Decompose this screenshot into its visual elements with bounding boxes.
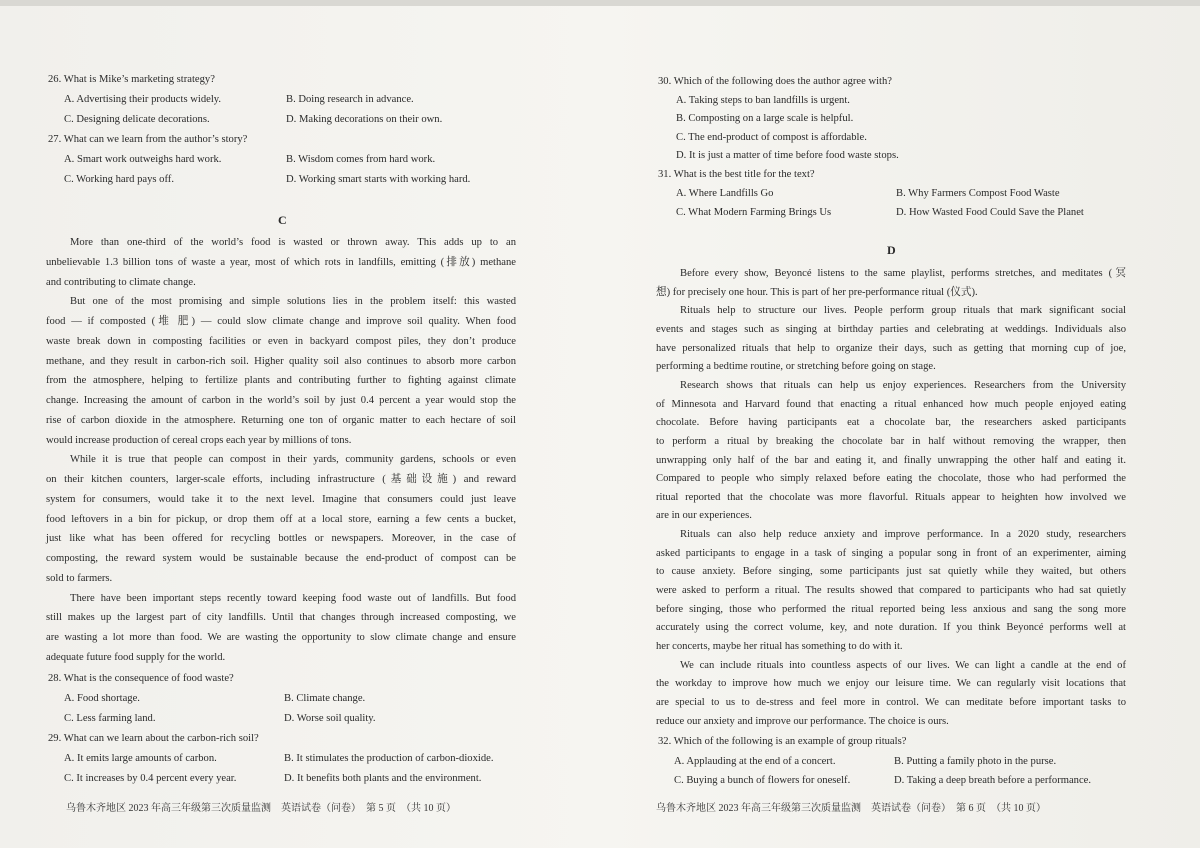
passage-line: 想) for precisely one hour. This is part of her pre-performance ritual (仪式). bbox=[656, 286, 978, 298]
q32-option-d: D. Taking a deep breath before a performance. bbox=[894, 775, 1092, 786]
passage-line: unbelievable 1.3 billion tons of waste a year, most of which rots in landfills, emitting (排放) methane bbox=[46, 256, 516, 268]
q28-option-c: C. Less farming land. bbox=[64, 713, 156, 724]
q29-option-c: C. It increases by 0.4 percent every year. bbox=[64, 773, 237, 784]
passage-line: system for consumers, would take it to the next level. Imagine that consumers could just leave bbox=[46, 493, 516, 505]
passage-line: from the atmosphere, helping to fertilize plants and contributing further to fighting against climate bbox=[46, 375, 516, 387]
q26-question: 26. What is Mike’s marketing strategy? bbox=[48, 74, 215, 85]
passage-line: But one of the most promising and simple solutions lies in the problem itself: this wasted bbox=[70, 296, 516, 308]
passage-line: her concerts, maybe her ritual has something to do with it. bbox=[656, 641, 903, 652]
q26-option-b: B. Doing research in advance. bbox=[286, 94, 414, 105]
passage-line: events and stages such as singing at birthday parties and celebrating at weddings. Individuals also bbox=[656, 323, 1126, 335]
passage-line: on their kitchen counters, larger-scale efforts, including infrastructure (基础设施) and reward bbox=[46, 474, 516, 485]
passage-line: to perform a ritual by breaking the chocolate bar in half without removing the wrapper, then bbox=[656, 435, 1126, 447]
q26-option-a: A. Advertising their products widely. bbox=[64, 94, 222, 105]
passage-line: Research shows that rituals can help us enjoy experiences. Researchers from the University bbox=[680, 379, 1126, 391]
q29-option-a: A. It emits large amounts of carbon. bbox=[64, 753, 217, 764]
passage-line: Rituals help to structure our lives. People perform group rituals that mark significant social bbox=[680, 305, 1126, 317]
q31-question: 31. What is the best title for the text? bbox=[658, 169, 815, 180]
q28-option-a: A. Food shortage. bbox=[64, 693, 140, 704]
passage-line: methane, and they result in carbon-rich soil. Higher quality soil also continues to absorb more carbon bbox=[46, 355, 516, 367]
passage-line: performing a bedtime routine, or stretching before going on stage. bbox=[656, 361, 936, 373]
passage-line: of Minnesota and Harvard found that enacting a ritual enhanced how much people enjoyed eating bbox=[656, 398, 1126, 410]
passage-line: While it is true that people can compost in their yards, community gardens, schools or even bbox=[70, 454, 516, 466]
q27-option-b: B. Wisdom comes from hard work. bbox=[286, 154, 436, 165]
passage-line: Rituals can also help reduce anxiety and improve performance. In a 2020 study, researchers bbox=[680, 529, 1126, 541]
q30-option-b: B. Composting on a large scale is helpful. bbox=[676, 113, 854, 124]
q27-option-d: D. Working smart starts with working hard. bbox=[286, 174, 471, 185]
passage-line: to cause anxiety. Before singing, some participants just sat quietly while they waited, but others bbox=[656, 566, 1126, 578]
q30-option-d: D. It is just a matter of time before food waste stops. bbox=[676, 150, 899, 161]
q27-option-c: C. Working hard pays off. bbox=[64, 174, 174, 185]
passage-line: More than one-third of the world’s food is wasted or thrown away. This adds up to an bbox=[70, 237, 516, 248]
passage-line: food leftovers in a bin for pickup, or drop them off at a local store, earning a few cents a bucket, bbox=[46, 513, 516, 525]
q29-option-b: B. It stimulates the production of carbon-dioxide. bbox=[284, 753, 494, 764]
q32-option-a: A. Applauding at the end of a concert. bbox=[674, 756, 836, 767]
q29-question: 29. What can we learn about the carbon-rich soil? bbox=[48, 733, 259, 744]
passage-line: still makes up the largest part of city landfills. Until that changes through increased composting, we bbox=[46, 612, 516, 624]
q32-question: 32. Which of the following is an example of group rituals? bbox=[658, 736, 907, 747]
q30-option-a: A. Taking steps to ban landfills is urgent. bbox=[676, 95, 850, 106]
passage-line: rise of carbon dioxide in the atmosphere. Returning one ton of organic matter to each hectare of soil bbox=[46, 414, 516, 426]
passage-line: Compared to people who simply relaxed before eating the chocolate, those who had performed the bbox=[656, 473, 1126, 485]
q29-option-d: D. It benefits both plants and the environment. bbox=[284, 773, 482, 784]
passage-line: waste break down in composting facilities or even in backyard compost piles, they don’t produce bbox=[46, 335, 516, 347]
passage-line: unwrapping only half of the bar and eating it, and finally unwrapping the other half and eating it. bbox=[656, 454, 1126, 466]
passage-line: We can include rituals into countless aspects of our lives. We can light a candle at the end of bbox=[680, 659, 1126, 671]
passage-line: the workday to improve how much we enjoy our leisure time. We can regularly visit locations that bbox=[656, 678, 1126, 690]
q28-option-b: B. Climate change. bbox=[284, 693, 366, 704]
scan-edge bbox=[0, 0, 1200, 6]
passage-line: accurately using the correct volume, key, and note duration. If you think Beyoncé performs well at bbox=[656, 622, 1126, 634]
passage-line: are special to us to de-stress and feel more in control. We can meditate before important tasks to bbox=[656, 696, 1126, 708]
q28-option-d: D. Worse soil quality. bbox=[284, 713, 376, 724]
passage-line: are wasting a lot more than food. We are wasting the opportunity to slow climate change and ensure bbox=[46, 632, 516, 643]
passage-line: adequate future food supply for the world. bbox=[46, 651, 226, 663]
passage-line: ritual reported that the chocolate was more flavorful. Rituals appear to heighten how involved we bbox=[656, 491, 1126, 503]
passage-line: Before every show, Beyoncé listens to the same playlist, performs stretches, and meditates (冥 bbox=[680, 268, 1126, 279]
section-c-heading: C bbox=[278, 213, 287, 227]
q31-option-b: B. Why Farmers Compost Food Waste bbox=[896, 188, 1060, 199]
q27-question: 27. What can we learn from the author’s story? bbox=[48, 134, 248, 145]
passage-line: and contributing to climate change. bbox=[46, 276, 196, 288]
q31-option-d: D. How Wasted Food Could Save the Planet bbox=[896, 207, 1084, 218]
q31-option-a: A. Where Landfills Go bbox=[676, 188, 774, 199]
passage-line: reduce our anxiety and improve our performance. The choice is ours. bbox=[656, 715, 949, 727]
section-d-heading: D bbox=[887, 243, 896, 257]
q26-option-d: D. Making decorations on their own. bbox=[286, 114, 443, 125]
q26-option-c: C. Designing delicate decorations. bbox=[64, 114, 210, 125]
q28-question: 28. What is the consequence of food waste? bbox=[48, 673, 234, 684]
q31-option-c: C. What Modern Farming Brings Us bbox=[676, 207, 832, 218]
passage-line: food — if composted (堆 肥) — could slow climate change and improve soil quality. When food bbox=[46, 316, 516, 327]
passage-line: would increase production of cereal crops each year by millions of tons. bbox=[46, 434, 352, 446]
passage-line: asked participants to engage in a task of singing a popular song in front of an experimenter, aiming bbox=[656, 547, 1126, 559]
passage-line: change. Increasing the amount of carbon in the world’s soil by just 0.4 percent a year would stop the bbox=[46, 395, 516, 406]
q30-option-c: C. The end-product of compost is affordable. bbox=[676, 132, 867, 143]
page-footer: 乌鲁木齐地区 2023 年高三年级第三次质量监测 英语试卷（问卷） 第 6 页 （共 10 页） bbox=[656, 803, 1046, 814]
passage-line: before singing, those who performed the ritual reported being less anxious and sang the song more bbox=[656, 603, 1126, 615]
q32-option-b: B. Putting a family photo in the purse. bbox=[894, 756, 1057, 767]
q32-option-c: C. Buying a bunch of flowers for oneself. bbox=[674, 775, 851, 786]
passage-line: just like what has been offered for recycling bottles or newspapers. Moreover, in the case of bbox=[46, 533, 516, 545]
page-footer: 乌鲁木齐地区 2023 年高三年级第三次质量监测 英语试卷（问卷） 第 5 页 （共 10 页） bbox=[66, 803, 456, 814]
passage-line: composting, the reward system would be sustainable because the end-product of compost can be bbox=[46, 553, 516, 564]
passage-line: are in our experiences. bbox=[656, 510, 752, 522]
passage-line: chocolate. Before having participants eat a chocolate bar, the researchers asked participants bbox=[656, 417, 1126, 429]
q30-question: 30. Which of the following does the author agree with? bbox=[658, 76, 892, 87]
q27-option-a: A. Smart work outweighs hard work. bbox=[64, 154, 222, 165]
passage-line: were asked to perform a ritual. The results showed that compared to participants who had sat quietly bbox=[656, 585, 1126, 597]
passage-line: sold to farmers. bbox=[46, 572, 113, 584]
passage-line: have personalized rituals that help to organize their days, such as getting that morning cup of joe, bbox=[656, 342, 1126, 354]
passage-line: There have been important steps recently toward keeping food waste out of landfills. But food bbox=[70, 592, 516, 604]
